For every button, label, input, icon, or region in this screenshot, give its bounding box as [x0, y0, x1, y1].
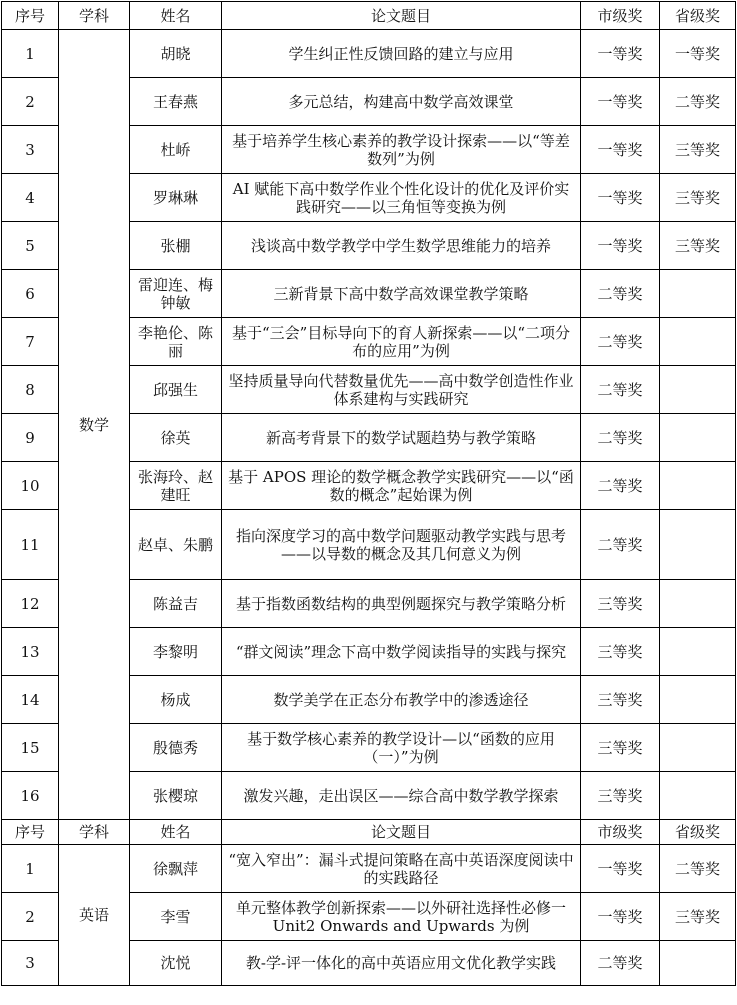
row-seq: 15: [2, 724, 59, 772]
row-name: 罗琳琳: [130, 174, 222, 222]
row-name: 王春燕: [130, 78, 222, 126]
row-title: 多元总结，构建高中数学高效课堂: [222, 78, 581, 126]
row-province-award: [660, 941, 736, 986]
row-title: “群文阅读”理念下高中数学阅读指导的实践与探究: [222, 628, 581, 676]
row-city-award: 三等奖: [581, 676, 660, 724]
row-city-award: 一等奖: [581, 893, 660, 941]
row-province-award: 三等奖: [660, 893, 736, 941]
award-table-body: [2, 2, 736, 986]
row-seq: 1: [2, 30, 59, 78]
table-row: [2, 30, 736, 78]
row-province-award: [660, 462, 736, 510]
row-name: 徐飘萍: [130, 845, 222, 893]
row-name: 雷迎连、梅钟敏: [130, 270, 222, 318]
header-subject: 学科: [59, 820, 130, 845]
row-name: 陈益吉: [130, 580, 222, 628]
row-city-award: 三等奖: [581, 724, 660, 772]
row-city-award: 二等奖: [581, 318, 660, 366]
row-title: AI 赋能下高中数学作业个性化设计的优化及评价实践研究——以三角恒等变换为例: [222, 174, 581, 222]
header-title: 论文题目: [222, 820, 581, 845]
row-seq: 11: [2, 510, 59, 580]
row-province-award: 二等奖: [660, 78, 736, 126]
row-name: 徐英: [130, 414, 222, 462]
row-province-award: [660, 772, 736, 820]
row-name: 胡晓: [130, 30, 222, 78]
row-title: 基于指数函数结构的典型例题探究与教学策略分析: [222, 580, 581, 628]
row-title: 数学美学在正态分布教学中的渗透途径: [222, 676, 581, 724]
row-name: 张棚: [130, 222, 222, 270]
row-seq: 1: [2, 845, 59, 893]
row-seq: 7: [2, 318, 59, 366]
row-city-award: 一等奖: [581, 845, 660, 893]
row-seq: 4: [2, 174, 59, 222]
row-province-award: [660, 628, 736, 676]
row-seq: 16: [2, 772, 59, 820]
row-province-award: [660, 580, 736, 628]
row-seq: 2: [2, 893, 59, 941]
row-title: “宽入窄出”：漏斗式提问策略在高中英语深度阅读中的实践路径: [222, 845, 581, 893]
row-name: 杨成: [130, 676, 222, 724]
row-province-award: 三等奖: [660, 174, 736, 222]
row-name: 李艳伦、陈丽: [130, 318, 222, 366]
row-city-award: 一等奖: [581, 30, 660, 78]
table-row: [2, 845, 736, 893]
row-city-award: 二等奖: [581, 462, 660, 510]
row-province-award: [660, 414, 736, 462]
row-city-award: 二等奖: [581, 366, 660, 414]
row-province-award: [660, 676, 736, 724]
header-row-english: [2, 820, 736, 845]
row-title: 基于“三会”目标导向下的育人新探索——以“二项分布的应用”为例: [222, 318, 581, 366]
row-title: 坚持质量导向代替数量优先——高中数学创造性作业体系建构与实践研究: [222, 366, 581, 414]
header-city-award: 市级奖: [581, 2, 660, 30]
row-city-award: 三等奖: [581, 772, 660, 820]
row-seq: 3: [2, 941, 59, 986]
row-name: 邱强生: [130, 366, 222, 414]
row-city-award: 一等奖: [581, 222, 660, 270]
row-province-award: [660, 318, 736, 366]
header-seq: 序号: [2, 820, 59, 845]
header-province-award: 省级奖: [660, 2, 736, 30]
row-city-award: 三等奖: [581, 628, 660, 676]
row-title: 激发兴趣，走出误区——综合高中数学教学探索: [222, 772, 581, 820]
award-table: [1, 1, 736, 986]
row-name: 沈悦: [130, 941, 222, 986]
row-name: 张海玲、赵建旺: [130, 462, 222, 510]
row-province-award: 二等奖: [660, 845, 736, 893]
row-city-award: 二等奖: [581, 270, 660, 318]
row-province-award: [660, 724, 736, 772]
row-city-award: 一等奖: [581, 126, 660, 174]
row-city-award: 三等奖: [581, 580, 660, 628]
row-seq: 8: [2, 366, 59, 414]
row-province-award: 三等奖: [660, 222, 736, 270]
row-title: 新高考背景下的数学试题趋势与教学策略: [222, 414, 581, 462]
row-province-award: 一等奖: [660, 30, 736, 78]
row-seq: 9: [2, 414, 59, 462]
row-title: 教-学-评一体化的高中英语应用文优化教学实践: [222, 941, 581, 986]
row-name: 殷德秀: [130, 724, 222, 772]
row-city-award: 二等奖: [581, 414, 660, 462]
header-name: 姓名: [130, 820, 222, 845]
header-title: 论文题目: [222, 2, 581, 30]
subject-cell: 英语: [59, 845, 130, 986]
row-title: 学生纠正性反馈回路的建立与应用: [222, 30, 581, 78]
header-province-award: 省级奖: [660, 820, 736, 845]
row-province-award: 三等奖: [660, 126, 736, 174]
header-seq: 序号: [2, 2, 59, 30]
row-province-award: [660, 270, 736, 318]
row-city-award: 一等奖: [581, 78, 660, 126]
row-seq: 2: [2, 78, 59, 126]
header-row: [2, 2, 736, 30]
row-title: 基于 APOS 理论的数学概念教学实践研究——以“函数的概念”起始课为例: [222, 462, 581, 510]
header-subject: 学科: [59, 2, 130, 30]
row-name: 张樱琼: [130, 772, 222, 820]
row-title: 基于培养学生核心素养的教学设计探索——以“等差数列”为例: [222, 126, 581, 174]
row-title: 基于数学核心素养的教学设计—以“函数的应用（一）”为例: [222, 724, 581, 772]
row-seq: 5: [2, 222, 59, 270]
subject-cell: 数学: [59, 30, 130, 820]
row-city-award: 二等奖: [581, 941, 660, 986]
row-province-award: [660, 510, 736, 580]
row-title: 指向深度学习的高中数学问题驱动教学实践与思考——以导数的概念及其几何意义为例: [222, 510, 581, 580]
row-seq: 14: [2, 676, 59, 724]
row-name: 李雪: [130, 893, 222, 941]
row-name: 杜峤: [130, 126, 222, 174]
row-name: 赵卓、朱鹏: [130, 510, 222, 580]
row-title: 三新背景下高中数学高效课堂教学策略: [222, 270, 581, 318]
row-city-award: 二等奖: [581, 510, 660, 580]
row-seq: 13: [2, 628, 59, 676]
row-province-award: [660, 366, 736, 414]
row-seq: 12: [2, 580, 59, 628]
row-seq: 6: [2, 270, 59, 318]
row-title: 单元整体教学创新探索——以外研社选择性必修一 Unit2 Onwards and Upwards 为例: [222, 893, 581, 941]
row-city-award: 一等奖: [581, 174, 660, 222]
header-name: 姓名: [130, 2, 222, 30]
row-name: 李黎明: [130, 628, 222, 676]
row-seq: 10: [2, 462, 59, 510]
row-title: 浅谈高中数学教学中学生数学思维能力的培养: [222, 222, 581, 270]
header-city-award: 市级奖: [581, 820, 660, 845]
row-seq: 3: [2, 126, 59, 174]
